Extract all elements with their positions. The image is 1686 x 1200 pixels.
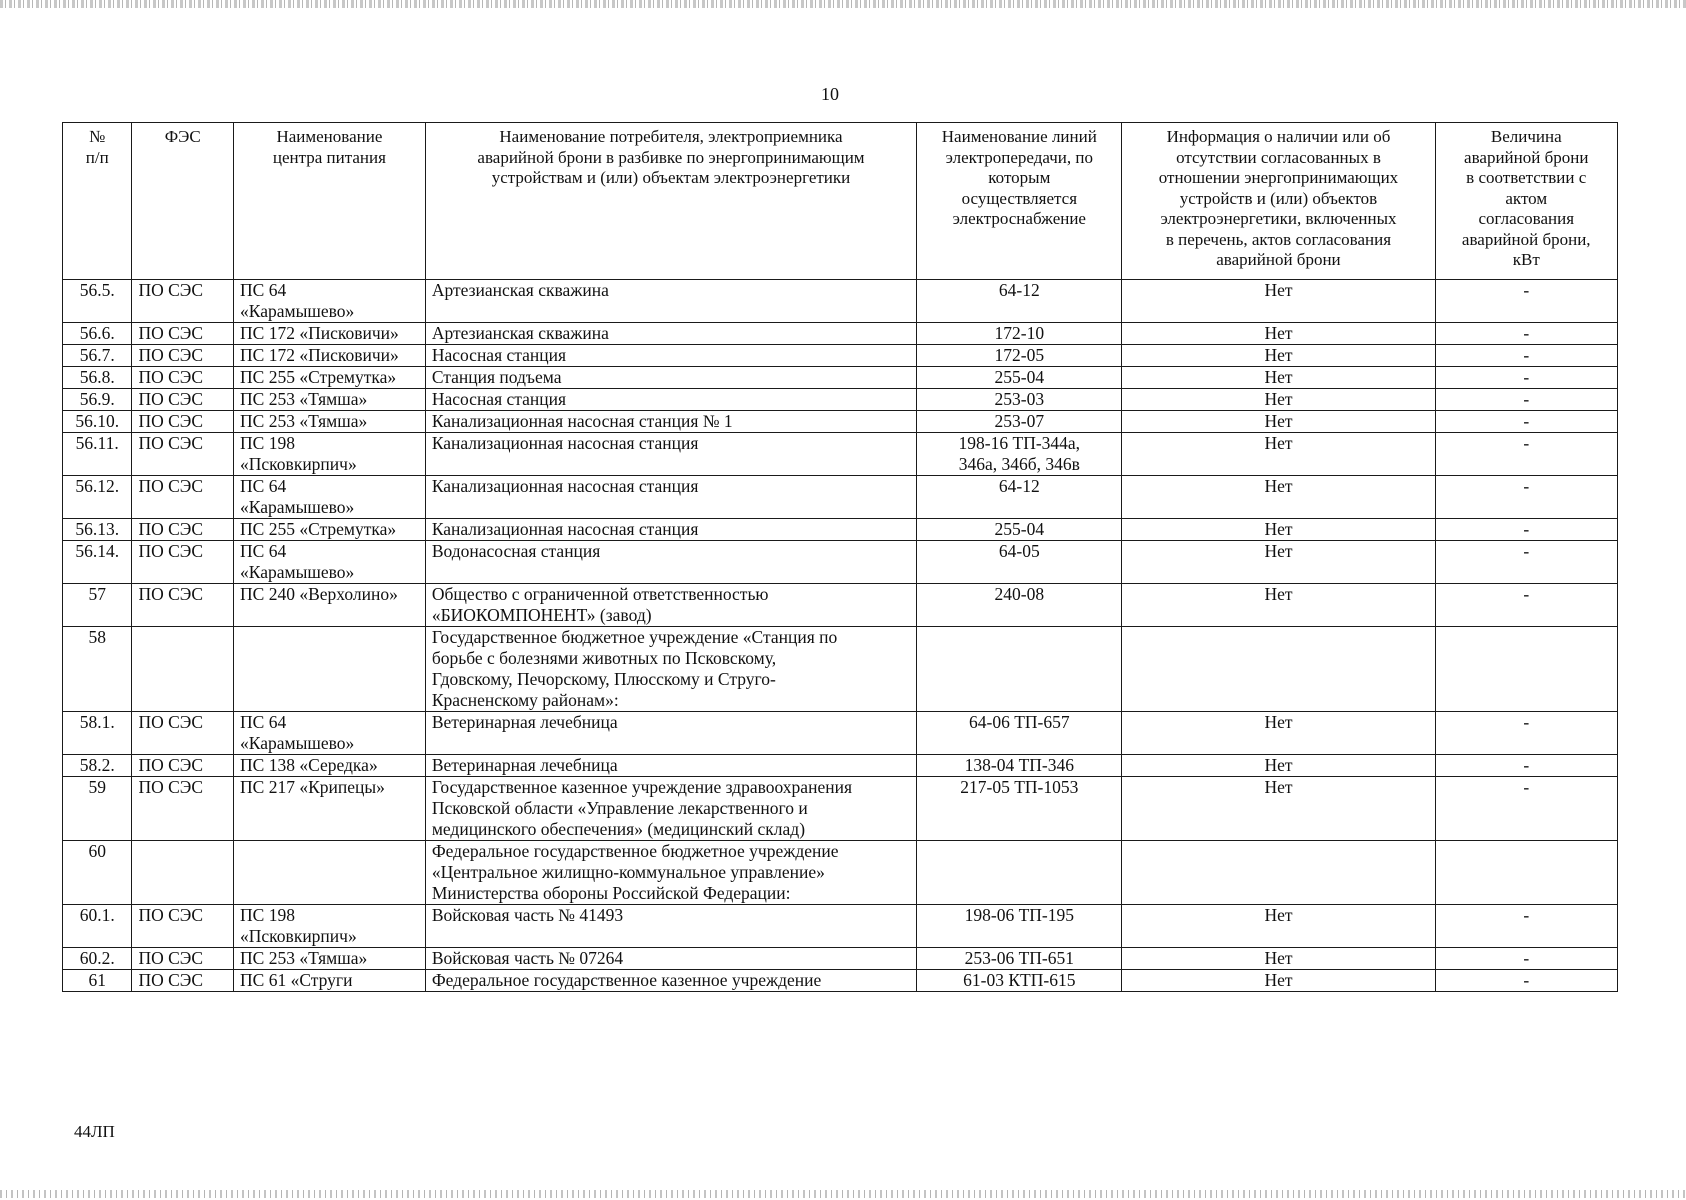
cell-value: - — [1435, 970, 1618, 992]
cell-value: - — [1435, 345, 1618, 367]
table-header-row — [63, 123, 1618, 280]
cell-consumer: Канализационная насосная станция — [425, 519, 916, 541]
cell-value — [1435, 841, 1618, 905]
cell-value: - — [1435, 905, 1618, 948]
cell-fes — [132, 841, 234, 905]
cell-num: 56.12. — [63, 476, 132, 519]
header-value-text: Величина аварийной брони в соответствии с актом согласования аварийной брони, кВт — [1461, 127, 1591, 269]
cell-lines: 64-12 — [917, 476, 1122, 519]
cell-lines: 255-04 — [917, 519, 1122, 541]
table-row — [63, 367, 1618, 389]
header-consumer — [425, 123, 916, 280]
cell-num: 57 — [63, 584, 132, 627]
cell-consumer: Ветеринарная лечебница — [425, 712, 916, 755]
cell-lines: 172-05 — [917, 345, 1122, 367]
cell-consumer: Государственное бюджетное учреждение «Станция по борьбе с болезнями животных по Псковскому, Гдовскому, Печорскому, Плюсскому и Струго- Красненскому районам»: — [425, 627, 916, 712]
table-row — [63, 841, 1618, 905]
cell-num: 59 — [63, 777, 132, 841]
header-num-text: № п/п — [85, 127, 109, 167]
reserve-table — [62, 122, 1618, 992]
cell-lines: 138-04 ТП-346 — [917, 755, 1122, 777]
cell-value: - — [1435, 541, 1618, 584]
cell-fes: ПО СЭС — [132, 367, 234, 389]
cell-fes — [132, 627, 234, 712]
cell-value: - — [1435, 519, 1618, 541]
cell-fes: ПО СЭС — [132, 345, 234, 367]
cell-consumer: Федеральное государственное казенное учреждение — [425, 970, 916, 992]
cell-center: ПС 255 «Стремутка» — [234, 367, 426, 389]
cell-info: Нет — [1122, 476, 1435, 519]
cell-lines — [917, 841, 1122, 905]
cell-num: 56.10. — [63, 411, 132, 433]
cell-fes: ПО СЭС — [132, 476, 234, 519]
cell-center: ПС 64 «Карамышево» — [234, 476, 426, 519]
cell-num: 60.2. — [63, 948, 132, 970]
cell-info: Нет — [1122, 323, 1435, 345]
cell-value: - — [1435, 367, 1618, 389]
cell-num: 56.11. — [63, 433, 132, 476]
cell-info: Нет — [1122, 367, 1435, 389]
cell-lines: 255-04 — [917, 367, 1122, 389]
cell-num: 56.8. — [63, 367, 132, 389]
cell-lines: 253-03 — [917, 389, 1122, 411]
cell-num: 56.9. — [63, 389, 132, 411]
cell-num: 56.6. — [63, 323, 132, 345]
cell-fes: ПО СЭС — [132, 411, 234, 433]
cell-value: - — [1435, 433, 1618, 476]
header-info — [1122, 123, 1435, 280]
table-row — [63, 323, 1618, 345]
table-row — [63, 905, 1618, 948]
cell-fes: ПО СЭС — [132, 905, 234, 948]
cell-consumer: Общество с ограниченной ответственностью «БИОКОМПОНЕНТ» (завод) — [425, 584, 916, 627]
cell-num: 56.14. — [63, 541, 132, 584]
cell-lines: 61-03 КТП-615 — [917, 970, 1122, 992]
cell-info — [1122, 841, 1435, 905]
cell-consumer: Водонасосная станция — [425, 541, 916, 584]
cell-info: Нет — [1122, 541, 1435, 584]
cell-info: Нет — [1122, 389, 1435, 411]
cell-center: ПС 64 «Карамышево» — [234, 541, 426, 584]
cell-info: Нет — [1122, 755, 1435, 777]
cell-info: Нет — [1122, 584, 1435, 627]
header-consumer-text: Наименование потребителя, электроприемника аварийной брони в разбивке по энергопринимающим устройствам и (или) объектам электроэнергетики — [477, 127, 865, 187]
cell-consumer: Канализационная насосная станция № 1 — [425, 411, 916, 433]
cell-num: 56.13. — [63, 519, 132, 541]
cell-fes: ПО СЭС — [132, 584, 234, 627]
cell-fes: ПО СЭС — [132, 948, 234, 970]
cell-consumer: Войсковая часть № 41493 — [425, 905, 916, 948]
cell-consumer: Федеральное государственное бюджетное учреждение «Центральное жилищно-коммунальное управление» Министерства обороны Российской Федерации: — [425, 841, 916, 905]
cell-value: - — [1435, 777, 1618, 841]
table-row — [63, 541, 1618, 584]
table-row — [63, 712, 1618, 755]
cell-center: ПС 198 «Псковкирпич» — [234, 433, 426, 476]
cell-fes: ПО СЭС — [132, 777, 234, 841]
cell-lines: 64-05 — [917, 541, 1122, 584]
table-row — [63, 584, 1618, 627]
cell-value: - — [1435, 411, 1618, 433]
table-row — [63, 389, 1618, 411]
cell-info: Нет — [1122, 519, 1435, 541]
table-row — [63, 777, 1618, 841]
scan-edge-top — [0, 0, 1686, 8]
table-row — [63, 345, 1618, 367]
cell-info: Нет — [1122, 712, 1435, 755]
table-row — [63, 280, 1618, 323]
cell-info: Нет — [1122, 280, 1435, 323]
header-lines — [917, 123, 1122, 280]
cell-value: - — [1435, 476, 1618, 519]
cell-center: ПС 61 «Струги — [234, 970, 426, 992]
cell-fes: ПО СЭС — [132, 519, 234, 541]
cell-center: ПС 172 «Писковичи» — [234, 345, 426, 367]
table-row — [63, 970, 1618, 992]
cell-center: ПС 138 «Середка» — [234, 755, 426, 777]
cell-lines: 253-07 — [917, 411, 1122, 433]
cell-info: Нет — [1122, 777, 1435, 841]
cell-num: 56.7. — [63, 345, 132, 367]
cell-value: - — [1435, 280, 1618, 323]
header-fes-text: ФЭС — [164, 127, 201, 146]
cell-center: ПС 64 «Карамышево» — [234, 712, 426, 755]
cell-center: ПС 253 «Тямша» — [234, 411, 426, 433]
table-row — [63, 433, 1618, 476]
cell-lines: 198-16 ТП-344а, 346а, 346б, 346в — [917, 433, 1122, 476]
cell-value — [1435, 627, 1618, 712]
cell-info: Нет — [1122, 345, 1435, 367]
header-lines-text: Наименование линий электропередачи, по которым осуществляется электроснабжение — [941, 127, 1097, 228]
footer-code: 44ЛП — [74, 1122, 115, 1141]
cell-fes: ПО СЭС — [132, 389, 234, 411]
cell-fes: ПО СЭС — [132, 970, 234, 992]
cell-consumer: Артезианская скважина — [425, 280, 916, 323]
cell-value: - — [1435, 948, 1618, 970]
header-center-text: Наименование центра питания — [272, 127, 386, 167]
cell-num: 56.5. — [63, 280, 132, 323]
cell-center: ПС 253 «Тямша» — [234, 948, 426, 970]
cell-fes: ПО СЭС — [132, 323, 234, 345]
cell-num: 61 — [63, 970, 132, 992]
table-row — [63, 476, 1618, 519]
scan-edge-bottom — [0, 1190, 1686, 1198]
cell-lines: 172-10 — [917, 323, 1122, 345]
cell-value: - — [1435, 389, 1618, 411]
cell-consumer: Войсковая часть № 07264 — [425, 948, 916, 970]
cell-consumer: Артезианская скважина — [425, 323, 916, 345]
cell-consumer: Канализационная насосная станция — [425, 433, 916, 476]
cell-consumer: Насосная станция — [425, 345, 916, 367]
header-center — [234, 123, 426, 280]
cell-lines: 240-08 — [917, 584, 1122, 627]
cell-info: Нет — [1122, 948, 1435, 970]
cell-info: Нет — [1122, 970, 1435, 992]
cell-fes: ПО СЭС — [132, 712, 234, 755]
header-value — [1435, 123, 1618, 280]
table-row — [63, 411, 1618, 433]
cell-num: 60.1. — [63, 905, 132, 948]
cell-fes: ПО СЭС — [132, 433, 234, 476]
cell-center: ПС 253 «Тямша» — [234, 389, 426, 411]
cell-consumer: Государственное казенное учреждение здравоохранения Псковской области «Управление лекарственного и медицинского обеспечения» (медицинский склад) — [425, 777, 916, 841]
page-number: 10 — [821, 84, 839, 104]
header-num — [63, 123, 132, 280]
cell-consumer: Ветеринарная лечебница — [425, 755, 916, 777]
cell-center: ПС 64 «Карамышево» — [234, 280, 426, 323]
cell-info: Нет — [1122, 905, 1435, 948]
cell-num: 58 — [63, 627, 132, 712]
cell-info: Нет — [1122, 433, 1435, 476]
cell-center: ПС 240 «Верхолино» — [234, 584, 426, 627]
cell-lines: 198-06 ТП-195 — [917, 905, 1122, 948]
cell-consumer: Станция подъема — [425, 367, 916, 389]
cell-value: - — [1435, 584, 1618, 627]
cell-consumer: Канализационная насосная станция — [425, 476, 916, 519]
cell-fes: ПО СЭС — [132, 280, 234, 323]
table-row — [63, 755, 1618, 777]
cell-fes: ПО СЭС — [132, 755, 234, 777]
cell-center — [234, 841, 426, 905]
cell-center — [234, 627, 426, 712]
cell-value: - — [1435, 712, 1618, 755]
cell-lines — [917, 627, 1122, 712]
cell-fes: ПО СЭС — [132, 541, 234, 584]
cell-lines: 64-12 — [917, 280, 1122, 323]
cell-info: Нет — [1122, 411, 1435, 433]
cell-value: - — [1435, 323, 1618, 345]
cell-consumer: Насосная станция — [425, 389, 916, 411]
cell-info — [1122, 627, 1435, 712]
cell-center: ПС 172 «Писковичи» — [234, 323, 426, 345]
table-row — [63, 948, 1618, 970]
header-info-text: Информация о наличии или об отсутствии согласованных в отношении энергопринимающих устройств и (или) объектов электроэнергетики, включенных в перечень, актов согласования аварийной брони — [1158, 127, 1399, 269]
cell-num: 60 — [63, 841, 132, 905]
cell-num: 58.2. — [63, 755, 132, 777]
table-row — [63, 627, 1618, 712]
cell-value: - — [1435, 755, 1618, 777]
cell-lines: 217-05 ТП-1053 — [917, 777, 1122, 841]
header-fes — [132, 123, 234, 280]
table-row — [63, 519, 1618, 541]
cell-center: ПС 255 «Стремутка» — [234, 519, 426, 541]
cell-center: ПС 217 «Крипецы» — [234, 777, 426, 841]
cell-center: ПС 198 «Псковкирпич» — [234, 905, 426, 948]
cell-lines: 64-06 ТП-657 — [917, 712, 1122, 755]
cell-lines: 253-06 ТП-651 — [917, 948, 1122, 970]
cell-num: 58.1. — [63, 712, 132, 755]
